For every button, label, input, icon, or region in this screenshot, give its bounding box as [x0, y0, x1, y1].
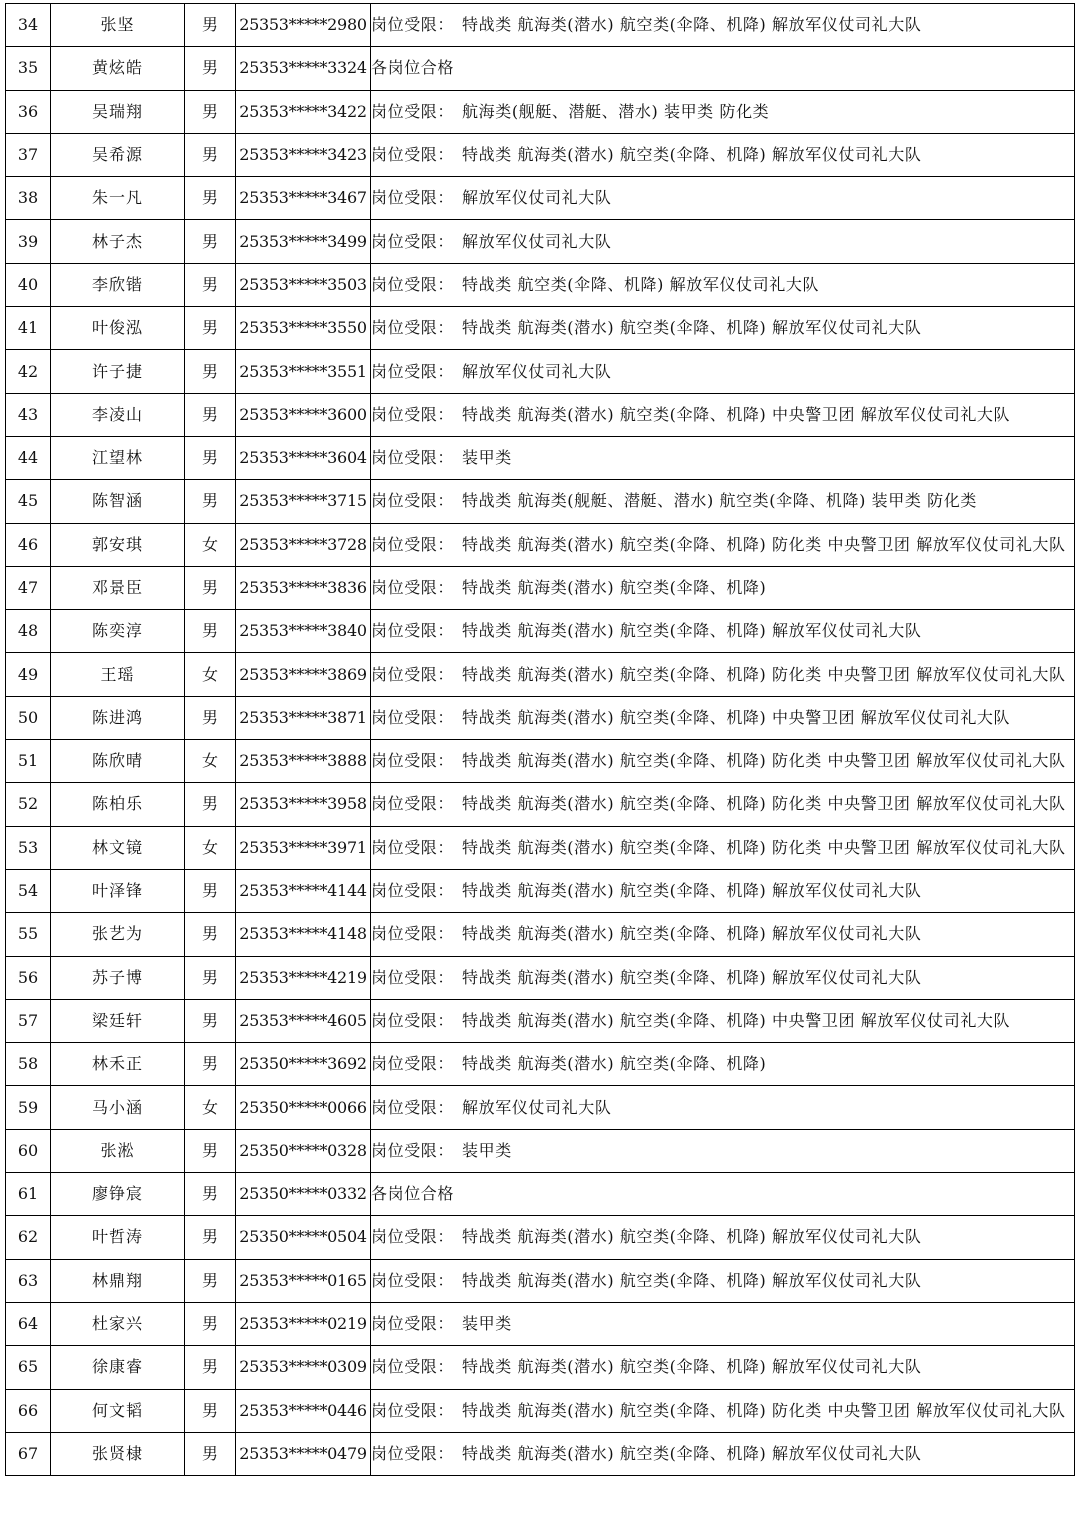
person-gender: 男: [185, 1346, 236, 1389]
result-status: 岗位受限：: [371, 1357, 455, 1377]
person-name: 叶哲涛: [51, 1216, 185, 1259]
row-number: 60: [6, 1129, 51, 1172]
result-cell: [371, 653, 1075, 696]
result-status: 岗位受限：: [371, 621, 455, 641]
person-gender: 男: [185, 1129, 236, 1172]
table-row: [6, 1043, 1075, 1086]
row-number: 44: [6, 436, 51, 479]
row-number: 62: [6, 1216, 51, 1259]
result-status: 岗位受限：: [371, 491, 455, 511]
table-row: [6, 653, 1075, 696]
restricted-posts: 解放军仪仗司礼大队: [462, 188, 612, 208]
person-name: 郭安琪: [51, 523, 185, 566]
restricted-posts: 特战类 航海类(潜水) 航空类(伞降、机降): [462, 578, 767, 597]
result-status: 岗位受限：: [371, 837, 455, 857]
restricted-posts: 装甲类: [462, 1314, 512, 1334]
restricted-posts: 特战类 航海类(潜水) 航空类(伞降、机降): [462, 1054, 767, 1074]
id-number: 25353*****3600: [236, 393, 371, 436]
restricted-posts: 特战类 航海类(潜水) 航空类(伞降、机降) 解放军仪仗司礼大队: [462, 1270, 922, 1290]
person-name: 苏子博: [51, 956, 185, 999]
restricted-posts: 特战类 航海类(潜水) 航空类(伞降、机降) 解放军仪仗司礼大队: [462, 1227, 922, 1247]
restricted-posts: 特战类 航海类(潜水) 航空类(伞降、机降) 解放军仪仗司礼大队: [462, 621, 922, 641]
row-number: 63: [6, 1259, 51, 1302]
id-number: 25353*****4148: [236, 913, 371, 956]
result-cell: [371, 1432, 1075, 1475]
result-cell: [371, 1216, 1075, 1259]
person-gender: 女: [185, 740, 236, 783]
person-name: 叶俊泓: [51, 307, 185, 350]
result-status: 岗位受限：: [371, 751, 455, 771]
table-row: [6, 263, 1075, 306]
person-gender: 男: [185, 1389, 236, 1432]
row-number: 43: [6, 393, 51, 436]
person-name: 吴瑞翔: [51, 90, 185, 133]
table-row: [6, 1432, 1075, 1475]
result-status: 岗位受限：: [371, 15, 455, 35]
table-row: [6, 307, 1075, 350]
id-number: 25353*****3550: [236, 307, 371, 350]
table-row: [6, 220, 1075, 263]
result-cell: [371, 4, 1075, 47]
result-status: 岗位受限：: [371, 318, 455, 338]
person-name: 梁廷轩: [51, 999, 185, 1042]
person-gender: 男: [185, 1043, 236, 1086]
restricted-posts: 特战类 航海类(潜水) 航空类(伞降、机降) 解放军仪仗司礼大队: [462, 1357, 922, 1377]
row-number: 35: [6, 47, 51, 90]
restricted-posts: 特战类 航海类(潜水) 航空类(伞降、机降) 防化类 中央警卫团 解放军仪仗司礼大队: [462, 534, 1066, 554]
person-name: 杜家兴: [51, 1302, 185, 1345]
result-status: 岗位受限：: [371, 1443, 455, 1463]
id-number: 25353*****3551: [236, 350, 371, 393]
table-row: [6, 350, 1075, 393]
result-cell: [371, 523, 1075, 566]
result-status: 岗位受限：: [371, 924, 455, 944]
row-number: 40: [6, 263, 51, 306]
row-number: 51: [6, 740, 51, 783]
row-number: 36: [6, 90, 51, 133]
person-gender: 男: [185, 913, 236, 956]
result-status: 岗位受限：: [371, 1227, 455, 1247]
person-gender: 男: [185, 1302, 236, 1345]
person-gender: 男: [185, 956, 236, 999]
person-gender: 男: [185, 177, 236, 220]
id-number: 25353*****3422: [236, 90, 371, 133]
row-number: 48: [6, 610, 51, 653]
result-status: 岗位受限：: [371, 1314, 455, 1334]
id-number: 25353*****3871: [236, 696, 371, 739]
result-status: 岗位受限：: [371, 707, 455, 727]
result-cell: [371, 1173, 1075, 1216]
person-name: 林鼎翔: [51, 1259, 185, 1302]
table-row: [6, 480, 1075, 523]
result-status: 岗位受限：: [371, 1010, 455, 1030]
restricted-posts: 特战类 航海类(潜水) 航空类(伞降、机降) 防化类 中央警卫团 解放军仪仗司礼大队: [462, 664, 1066, 684]
id-number: 25350*****0328: [236, 1129, 371, 1172]
person-name: 陈欣晴: [51, 740, 185, 783]
person-name: 江望林: [51, 436, 185, 479]
result-cell: [371, 1259, 1075, 1302]
result-cell: [371, 177, 1075, 220]
restricted-posts: 解放军仪仗司礼大队: [462, 231, 612, 251]
result-cell: [371, 307, 1075, 350]
restricted-posts: 特战类 航海类(潜水) 航空类(伞降、机降) 中央警卫团 解放军仪仗司礼大队: [462, 1010, 1011, 1030]
result-cell: [371, 826, 1075, 869]
person-gender: 男: [185, 220, 236, 263]
row-number: 45: [6, 480, 51, 523]
result-cell: [371, 263, 1075, 306]
row-number: 34: [6, 4, 51, 47]
person-gender: 男: [185, 90, 236, 133]
id-number: 25353*****3423: [236, 133, 371, 176]
person-gender: 男: [185, 133, 236, 176]
person-gender: 男: [185, 1259, 236, 1302]
table-row: [6, 783, 1075, 826]
id-number: 25350*****3692: [236, 1043, 371, 1086]
restricted-posts: 特战类 航海类(潜水) 航空类(伞降、机降) 中央警卫团 解放军仪仗司礼大队: [462, 707, 1011, 727]
id-number: 25353*****4219: [236, 956, 371, 999]
result-cell: [371, 1129, 1075, 1172]
person-gender: 男: [185, 393, 236, 436]
person-name: 林文镜: [51, 826, 185, 869]
id-number: 25353*****2980: [236, 4, 371, 47]
restricted-posts: 航海类(舰艇、潜艇、潜水) 装甲类 防化类: [462, 101, 770, 121]
row-number: 65: [6, 1346, 51, 1389]
result-status: 岗位受限：: [371, 1140, 455, 1160]
result-status: 岗位受限：: [371, 188, 455, 208]
person-name: 林子杰: [51, 220, 185, 263]
table-row: [6, 393, 1075, 436]
person-gender: 男: [185, 696, 236, 739]
result-cell: [371, 393, 1075, 436]
restricted-posts: 特战类 航海类(潜水) 航空类(伞降、机降) 解放军仪仗司礼大队: [462, 1443, 922, 1463]
result-cell: [371, 47, 1075, 90]
id-number: 25353*****3715: [236, 480, 371, 523]
row-number: 41: [6, 307, 51, 350]
row-number: 54: [6, 869, 51, 912]
row-number: 57: [6, 999, 51, 1042]
table-row: [6, 1259, 1075, 1302]
id-number: 25353*****0446: [236, 1389, 371, 1432]
row-number: 55: [6, 913, 51, 956]
roster-body: [6, 4, 1075, 1476]
result-cell: [371, 1043, 1075, 1086]
row-number: 58: [6, 1043, 51, 1086]
id-number: 25353*****3971: [236, 826, 371, 869]
restricted-posts: 特战类 航海类(潜水) 航空类(伞降、机降) 解放军仪仗司礼大队: [462, 15, 922, 35]
person-name: 陈智涵: [51, 480, 185, 523]
result-cell: [371, 1389, 1075, 1432]
person-gender: 男: [185, 999, 236, 1042]
person-name: 叶泽锋: [51, 869, 185, 912]
result-cell: [371, 480, 1075, 523]
result-cell: [371, 869, 1075, 912]
result-status: 岗位受限：: [371, 1270, 455, 1290]
result-status: 岗位受限：: [371, 448, 455, 468]
result-cell: [371, 90, 1075, 133]
restricted-posts: 解放军仪仗司礼大队: [462, 361, 612, 381]
row-number: 37: [6, 133, 51, 176]
result-cell: [371, 350, 1075, 393]
person-name: 张贤棣: [51, 1432, 185, 1475]
id-number: 25353*****0479: [236, 1432, 371, 1475]
result-cell: [371, 999, 1075, 1042]
row-number: 53: [6, 826, 51, 869]
table-row: [6, 956, 1075, 999]
person-gender: 男: [185, 47, 236, 90]
row-number: 52: [6, 783, 51, 826]
result-cell: [371, 436, 1075, 479]
id-number: 25350*****0332: [236, 1173, 371, 1216]
table-row: [6, 610, 1075, 653]
result-status: 岗位受限：: [371, 274, 455, 294]
table-row: [6, 436, 1075, 479]
result-status: 岗位受限：: [371, 404, 455, 424]
result-status: 岗位受限：: [371, 664, 455, 684]
restricted-posts: 特战类 航海类(潜水) 航空类(伞降、机降) 解放军仪仗司礼大队: [462, 924, 922, 944]
person-gender: 男: [185, 350, 236, 393]
person-name: 廖铮宸: [51, 1173, 185, 1216]
restricted-posts: 特战类 航海类(潜水) 航空类(伞降、机降) 解放军仪仗司礼大队: [462, 967, 922, 987]
person-gender: 男: [185, 263, 236, 306]
restricted-posts: 特战类 航海类(潜水) 航空类(伞降、机降) 防化类 中央警卫团 解放军仪仗司礼大队: [462, 837, 1066, 857]
person-name: 吴希源: [51, 133, 185, 176]
result-cell: [371, 783, 1075, 826]
person-name: 何文韬: [51, 1389, 185, 1432]
id-number: 25353*****3869: [236, 653, 371, 696]
row-number: 56: [6, 956, 51, 999]
table-row: [6, 1086, 1075, 1129]
id-number: 25353*****0309: [236, 1346, 371, 1389]
row-number: 61: [6, 1173, 51, 1216]
restricted-posts: 特战类 航海类(潜水) 航空类(伞降、机降) 解放军仪仗司礼大队: [462, 881, 922, 901]
table-row: [6, 869, 1075, 912]
id-number: 25353*****3888: [236, 740, 371, 783]
table-row: [6, 566, 1075, 609]
row-number: 39: [6, 220, 51, 263]
result-cell: [371, 610, 1075, 653]
result-cell: [371, 220, 1075, 263]
id-number: 25353*****3467: [236, 177, 371, 220]
person-gender: 女: [185, 523, 236, 566]
restricted-posts: 特战类 航海类(潜水) 航空类(伞降、机降) 解放军仪仗司礼大队: [462, 145, 922, 165]
table-row: [6, 1346, 1075, 1389]
id-number: 25353*****4605: [236, 999, 371, 1042]
restricted-posts: 特战类 航海类(潜水) 航空类(伞降、机降) 防化类 中央警卫团 解放军仪仗司礼大队: [462, 751, 1066, 771]
id-number: 25353*****3840: [236, 610, 371, 653]
person-gender: 男: [185, 1216, 236, 1259]
person-name: 朱一凡: [51, 177, 185, 220]
result-status: 岗位受限：: [371, 101, 455, 121]
person-name: 邓景臣: [51, 566, 185, 609]
table-row: [6, 696, 1075, 739]
result-cell: [371, 740, 1075, 783]
id-number: 25353*****3728: [236, 523, 371, 566]
id-number: 25353*****3836: [236, 566, 371, 609]
result-status: 岗位受限：: [371, 1097, 455, 1117]
person-gender: 男: [185, 869, 236, 912]
table-row: [6, 90, 1075, 133]
row-number: 46: [6, 523, 51, 566]
result-cell: [371, 133, 1075, 176]
person-gender: 男: [185, 4, 236, 47]
row-number: 64: [6, 1302, 51, 1345]
result-cell: [371, 566, 1075, 609]
person-name: 王瑶: [51, 653, 185, 696]
person-gender: 男: [185, 783, 236, 826]
row-number: 66: [6, 1389, 51, 1432]
person-name: 徐康睿: [51, 1346, 185, 1389]
person-gender: 女: [185, 1086, 236, 1129]
table-row: [6, 1302, 1075, 1345]
table-row: [6, 999, 1075, 1042]
result-status: 岗位受限：: [371, 578, 455, 597]
result-cell: [371, 956, 1075, 999]
id-number: 25353*****3604: [236, 436, 371, 479]
id-number: 25353*****3499: [236, 220, 371, 263]
result-status: 各岗位合格: [371, 1184, 455, 1204]
restricted-posts: 特战类 航海类(潜水) 航空类(伞降、机降) 解放军仪仗司礼大队: [462, 318, 922, 338]
restricted-posts: 特战类 航海类(舰艇、潜艇、潜水) 航空类(伞降、机降) 装甲类 防化类: [462, 491, 977, 511]
result-cell: [371, 1346, 1075, 1389]
restricted-posts: 装甲类: [462, 1140, 512, 1160]
id-number: 25353*****0219: [236, 1302, 371, 1345]
person-name: 李欣锴: [51, 263, 185, 306]
result-status: 岗位受限：: [371, 794, 455, 814]
table-row: [6, 4, 1075, 47]
person-gender: 男: [185, 610, 236, 653]
id-number: 25350*****0066: [236, 1086, 371, 1129]
row-number: 38: [6, 177, 51, 220]
restricted-posts: 特战类 航空类(伞降、机降) 解放军仪仗司礼大队: [462, 274, 820, 294]
id-number: 25353*****3503: [236, 263, 371, 306]
result-status: 各岗位合格: [371, 58, 455, 78]
person-name: 许子捷: [51, 350, 185, 393]
result-cell: [371, 1302, 1075, 1345]
result-status: 岗位受限：: [371, 361, 455, 381]
row-number: 59: [6, 1086, 51, 1129]
table-row: [6, 523, 1075, 566]
person-name: 张淞: [51, 1129, 185, 1172]
result-status: 岗位受限：: [371, 145, 455, 165]
person-gender: 男: [185, 1432, 236, 1475]
id-number: 25353*****3958: [236, 783, 371, 826]
id-number: 25353*****4144: [236, 869, 371, 912]
person-name: 马小涵: [51, 1086, 185, 1129]
table-row: [6, 826, 1075, 869]
table-row: [6, 177, 1075, 220]
result-status: 岗位受限：: [371, 231, 455, 251]
person-name: 陈奕淳: [51, 610, 185, 653]
person-gender: 女: [185, 653, 236, 696]
person-gender: 男: [185, 307, 236, 350]
restricted-posts: 解放军仪仗司礼大队: [462, 1097, 612, 1117]
table-row: [6, 133, 1075, 176]
restricted-posts: 装甲类: [462, 448, 512, 468]
table-row: [6, 1389, 1075, 1432]
restricted-posts: 特战类 航海类(潜水) 航空类(伞降、机降) 防化类 中央警卫团 解放军仪仗司礼大队: [462, 794, 1066, 814]
person-gender: 男: [185, 480, 236, 523]
id-number: 25350*****0504: [236, 1216, 371, 1259]
person-name: 张艺为: [51, 913, 185, 956]
row-number: 67: [6, 1432, 51, 1475]
restricted-posts: 特战类 航海类(潜水) 航空类(伞降、机降) 防化类 中央警卫团 解放军仪仗司礼大队: [462, 1400, 1066, 1420]
person-name: 陈柏乐: [51, 783, 185, 826]
person-gender: 女: [185, 826, 236, 869]
table-row: [6, 913, 1075, 956]
person-name: 林禾正: [51, 1043, 185, 1086]
restricted-posts: 特战类 航海类(潜水) 航空类(伞降、机降) 中央警卫团 解放军仪仗司礼大队: [462, 404, 1011, 424]
id-number: 25353*****0165: [236, 1259, 371, 1302]
person-gender: 男: [185, 566, 236, 609]
table-row: [6, 47, 1075, 90]
row-number: 49: [6, 653, 51, 696]
table-row: [6, 1216, 1075, 1259]
person-gender: 男: [185, 436, 236, 479]
person-name: 张坚: [51, 4, 185, 47]
result-cell: [371, 1086, 1075, 1129]
person-name: 陈进鸿: [51, 696, 185, 739]
roster-table: [5, 3, 1075, 1476]
person-name: 黄炫皓: [51, 47, 185, 90]
row-number: 47: [6, 566, 51, 609]
result-status: 岗位受限：: [371, 534, 455, 554]
table-row: [6, 1129, 1075, 1172]
person-name: 李凌山: [51, 393, 185, 436]
result-status: 岗位受限：: [371, 1054, 455, 1074]
row-number: 42: [6, 350, 51, 393]
row-number: 50: [6, 696, 51, 739]
result-status: 岗位受限：: [371, 967, 455, 987]
result-cell: [371, 696, 1075, 739]
person-gender: 男: [185, 1173, 236, 1216]
result-status: 岗位受限：: [371, 881, 455, 901]
result-status: 岗位受限：: [371, 1400, 455, 1420]
id-number: 25353*****3324: [236, 47, 371, 90]
result-cell: [371, 913, 1075, 956]
table-row: [6, 1173, 1075, 1216]
table-row: [6, 740, 1075, 783]
